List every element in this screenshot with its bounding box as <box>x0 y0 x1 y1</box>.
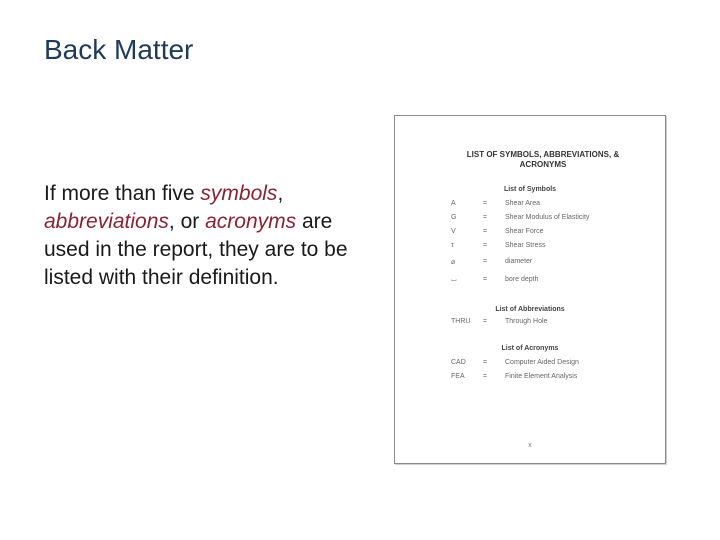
symbol-definition: Shear Modulus of Elasticity <box>505 214 590 221</box>
symbol: ⌴ <box>451 276 457 283</box>
equals-sign: = <box>483 228 488 235</box>
equals-sign: = <box>483 214 488 221</box>
abbreviation: THRU <box>451 318 471 325</box>
document-title-line: LIST OF SYMBOLS, ABBREVIATIONS, & <box>466 150 620 159</box>
symbol-definition: Shear Stress <box>505 242 546 249</box>
symbol-definition: Shear Force <box>505 228 544 235</box>
slide-body-text <box>44 180 354 292</box>
body-text-part: , <box>277 182 284 205</box>
page-number: x <box>528 442 532 449</box>
equals-sign: = <box>483 258 488 265</box>
equals-sign: = <box>483 200 488 207</box>
keyword-symbols: symbols <box>200 182 278 205</box>
equals-sign: = <box>483 318 488 325</box>
equals-sign: = <box>483 373 488 380</box>
document-title-line: ACRONYMS <box>519 160 567 169</box>
abbreviation-definition: Through Hole <box>505 318 548 325</box>
symbol: V <box>451 228 456 235</box>
body-text-part: are used in the report, they are to be listed with their definition. <box>44 210 348 289</box>
acronym: FEA <box>451 373 465 380</box>
equals-sign: = <box>483 359 488 366</box>
acronyms-heading: List of Acronyms <box>501 345 559 352</box>
equals-sign: = <box>483 276 488 283</box>
keyword-acronyms: acronyms <box>205 210 297 233</box>
symbols-heading: List of Symbols <box>503 186 557 193</box>
document-title <box>443 150 643 170</box>
symbol-definition: bore depth <box>505 276 539 283</box>
acronym-definition: Computer Aided Design <box>505 359 579 366</box>
keyword-abbreviations: abbreviations <box>44 210 169 233</box>
acronym-definition: Finite Element Analysis <box>505 373 578 380</box>
symbol: ⌀ <box>451 259 456 266</box>
symbol: τ <box>451 242 454 249</box>
slide-title: Back Matter <box>44 34 194 65</box>
symbol-definition: diameter <box>505 258 533 265</box>
body-text-part: If more than five <box>44 182 201 205</box>
symbol: A <box>451 200 456 207</box>
body-text-part: , or <box>168 210 206 233</box>
acronym: CAD <box>451 359 466 366</box>
abbreviations-heading: List of Abbreviations <box>495 306 565 313</box>
symbol-definition: Shear Area <box>505 200 541 207</box>
symbol: G <box>451 214 457 221</box>
document-page-preview <box>394 115 666 464</box>
equals-sign: = <box>483 242 488 249</box>
